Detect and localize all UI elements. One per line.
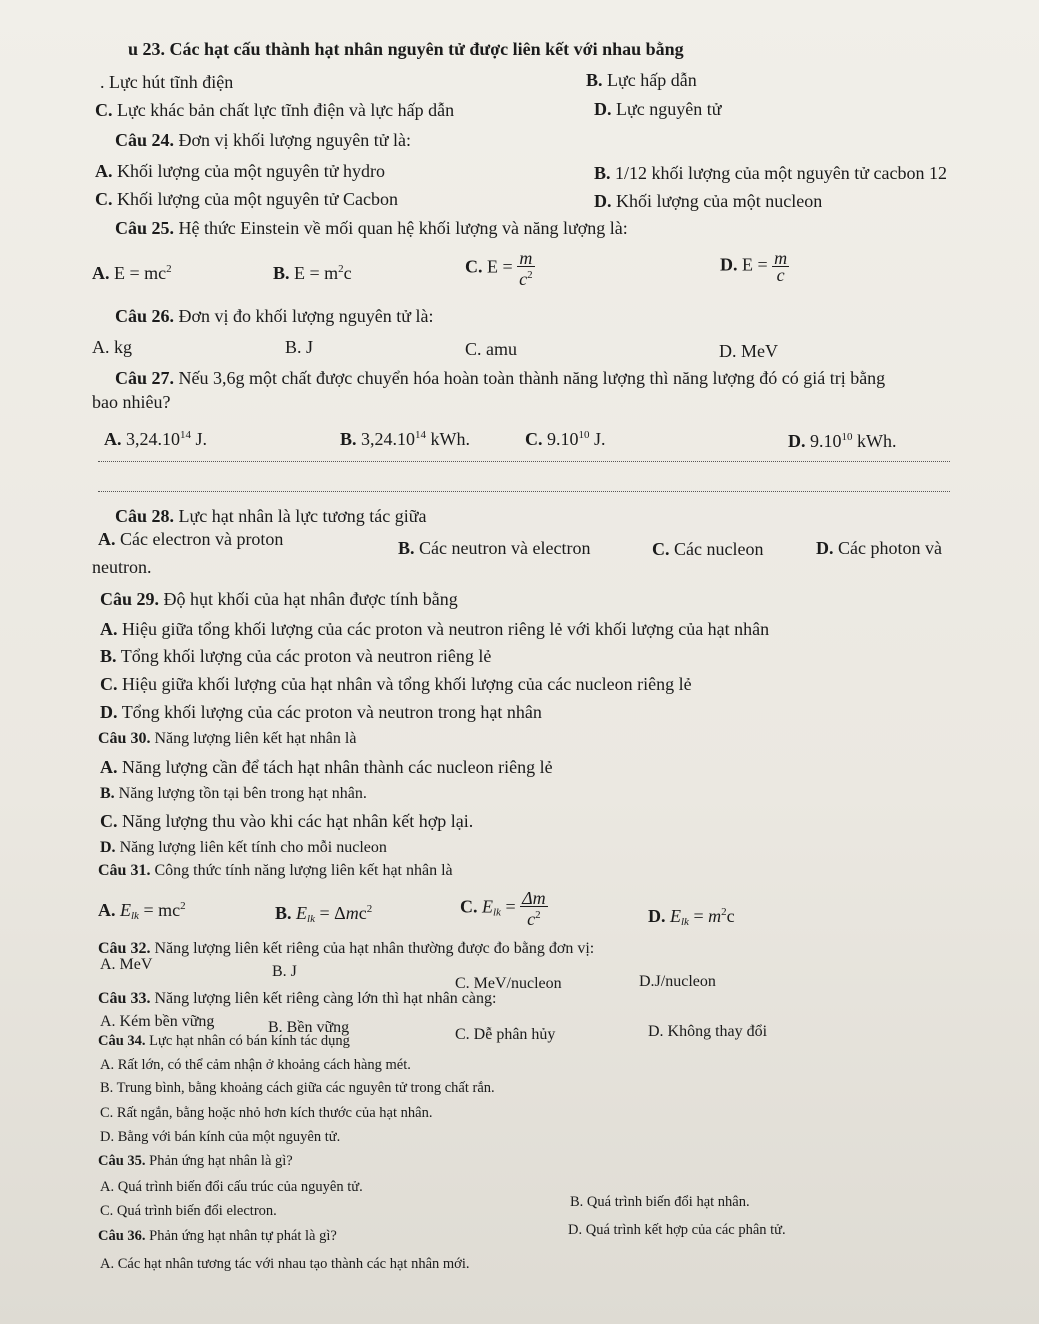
q31-stem: Câu 31. Công thức tính năng lượng liên kết hạt nhân là	[98, 862, 453, 879]
q32-option-a: A. MeV	[100, 956, 153, 973]
q25-option-c: C. E = $\frac{m}{c^2}$	[465, 248, 533, 289]
q27-stem-2: bao nhiêu?	[92, 392, 171, 412]
q23-stem: u 23. Các hạt cấu thành hạt nhân nguyên tử được liên kết với nhau bằng	[128, 39, 684, 59]
q28-option-a: A. Các electron và proton	[98, 529, 284, 549]
q33-option-d: D. Không thay đổi	[648, 1023, 768, 1040]
q32-stem: Câu 32. Năng lượng liên kết riêng của hạt nhân thường được đo bằng đơn vị:	[98, 940, 595, 957]
q27-stem: Câu 27. Nếu 3,6g một chất được chuyển hóa hoàn toàn thành năng lượng thì năng lượng đó có giá trị bằng	[115, 368, 886, 388]
q30-option-b: B. Năng lượng tồn tại bên trong hạt nhân.	[100, 785, 367, 802]
q26-option-d: D. MeV	[719, 341, 778, 361]
q30-option-c: C. Năng lượng thu vào khi các hạt nhân kết hợp lại.	[100, 811, 474, 831]
q35-option-d: D. Quá trình kết hợp của các phân tử.	[568, 1222, 786, 1238]
q28-option-b: B. Các neutron và electron	[398, 538, 591, 558]
q33-stem: Câu 33. Năng lượng liên kết riêng càng lớn thì hạt nhân càng:	[98, 990, 497, 1007]
answer-dotted-line	[98, 491, 950, 492]
q32-option-c: C. MeV/nucleon	[455, 975, 562, 992]
q26-option-a: A. kg	[92, 337, 132, 357]
q35-option-a: A. Quá trình biến đổi cấu trúc của nguyên tử.	[100, 1179, 363, 1195]
q28-option-d-cont: neutron.	[92, 557, 152, 577]
q29-option-b: B. Tổng khối lượng của các proton và neutron riêng lẻ	[100, 646, 492, 666]
q35-option-b: B. Quá trình biến đổi hạt nhân.	[570, 1194, 750, 1210]
q26-option-c: C. amu	[465, 339, 517, 359]
q34-option-c: C. Rất ngắn, bằng hoặc nhỏ hơn kích thước của hạt nhân.	[100, 1105, 433, 1121]
q26-stem: Câu 26. Đơn vị đo khối lượng nguyên tử là:	[115, 306, 434, 326]
q29-option-c: C. Hiệu giữa khối lượng của hạt nhân và tổng khối lượng của các nucleon riêng lẻ	[100, 674, 692, 694]
q27-option-a: A. 3,24.10$^{14}$ J.	[104, 429, 208, 449]
q23-option-c: C. Lực khác bản chất lực tĩnh điện và lực hấp dẫn	[95, 100, 455, 120]
q32-option-b: B. J	[272, 963, 297, 980]
q34-stem: Câu 34. Lực hạt nhân có bán kính tác dụng	[98, 1033, 350, 1049]
q27-option-b: B. 3,24.10$^{14}$ kWh.	[340, 429, 471, 449]
q31-option-b: B. $E_{lk} = \Delta mc^2$	[275, 903, 373, 925]
q29-option-a: A. Hiệu giữa tổng khối lượng của các proton và neutron riêng lẻ với khối lượng của hạt nhân	[100, 619, 770, 639]
q25-option-b: B. $E = m^2c$	[273, 263, 352, 283]
q36-stem: Câu 36. Phản ứng hạt nhân tự phát là gì?	[98, 1228, 337, 1244]
q28-option-d: D. Các photon và	[816, 538, 942, 558]
q26-option-b: B. J	[285, 337, 314, 357]
q30-option-d: D. Năng lượng liên kết tính cho mỗi nucleon	[100, 839, 387, 856]
q34-option-b: B. Trung bình, bằng khoảng cách giữa các nguyên tử trong chất rắn.	[100, 1080, 495, 1096]
q34-option-d: D. Bằng với bán kính của một nguyên tử.	[100, 1129, 341, 1145]
q36-option-a: A. Các hạt nhân tương tác với nhau tạo thành các hạt nhân mới.	[100, 1256, 470, 1272]
q23-option-d: D. Lực nguyên tử	[594, 99, 722, 119]
q28-option-c: C. Các nucleon	[652, 539, 764, 559]
q27-option-d: D. 9.10$^{10}$ kWh.	[788, 431, 897, 451]
q23-option-a: . Lực hút tĩnh điện	[100, 72, 234, 92]
q32-option-d: D.J/nucleon	[639, 973, 716, 990]
q31-option-a: A. $E_{lk} = mc^2$	[98, 900, 186, 922]
q25-stem: Câu 25. Hệ thức Einstein về mối quan hệ khối lượng và năng lượng là:	[115, 218, 628, 238]
q31-option-c: C. $E_{lk}$ = $\frac{\Delta m}{c^2}$	[460, 888, 546, 929]
q24-option-c: C. Khối lượng của một nguyên tử Cacbon	[95, 189, 398, 209]
q35-option-c: C. Quá trình biến đổi electron.	[100, 1203, 277, 1219]
q24-stem: Câu 24. Đơn vị khối lượng nguyên tử là:	[115, 130, 412, 150]
q34-option-a: A. Rất lớn, có thể cảm nhận ở khoảng cách hàng mét.	[100, 1057, 411, 1073]
q30-stem: Câu 30. Năng lượng liên kết hạt nhân là	[98, 730, 357, 747]
q30-option-a: A. Năng lượng cần để tách hạt nhân thành các nucleon riêng lẻ	[100, 757, 553, 777]
q31-option-d: D. $E_{lk} = m^2c$	[648, 906, 735, 928]
q33-option-c: C. Dễ phân hủy	[455, 1026, 556, 1043]
q29-stem: Câu 29. Độ hụt khối của hạt nhân được tính bằng	[100, 589, 458, 609]
q33-option-b: B. Bền vững	[268, 1019, 350, 1036]
q35-stem: Câu 35. Phản ứng hạt nhân là gì?	[98, 1153, 293, 1169]
q25-option-a: A. $E = mc^2$	[92, 263, 172, 283]
q25-option-d: D. E = $\frac{m}{c}$	[720, 248, 788, 285]
q24-option-a: A. Khối lượng của một nguyên tử hydro	[95, 161, 385, 181]
q33-option-a: A. Kém bền vững	[100, 1013, 215, 1030]
q23-option-b: B. Lực hấp dẫn	[586, 70, 697, 90]
q29-option-d: D. Tổng khối lượng của các proton và neutron trong hạt nhân	[100, 702, 542, 722]
q24-option-d: D. Khối lượng của một nucleon	[594, 191, 823, 211]
q28-stem: Câu 28. Lực hạt nhân là lực tương tác giữa	[115, 506, 427, 526]
q27-option-c: C. 9.10$^{10}$ J.	[525, 429, 606, 449]
answer-dotted-line	[98, 461, 950, 462]
q24-option-b: B. 1/12 khối lượng của một nguyên tử cacbon 12	[594, 163, 947, 183]
